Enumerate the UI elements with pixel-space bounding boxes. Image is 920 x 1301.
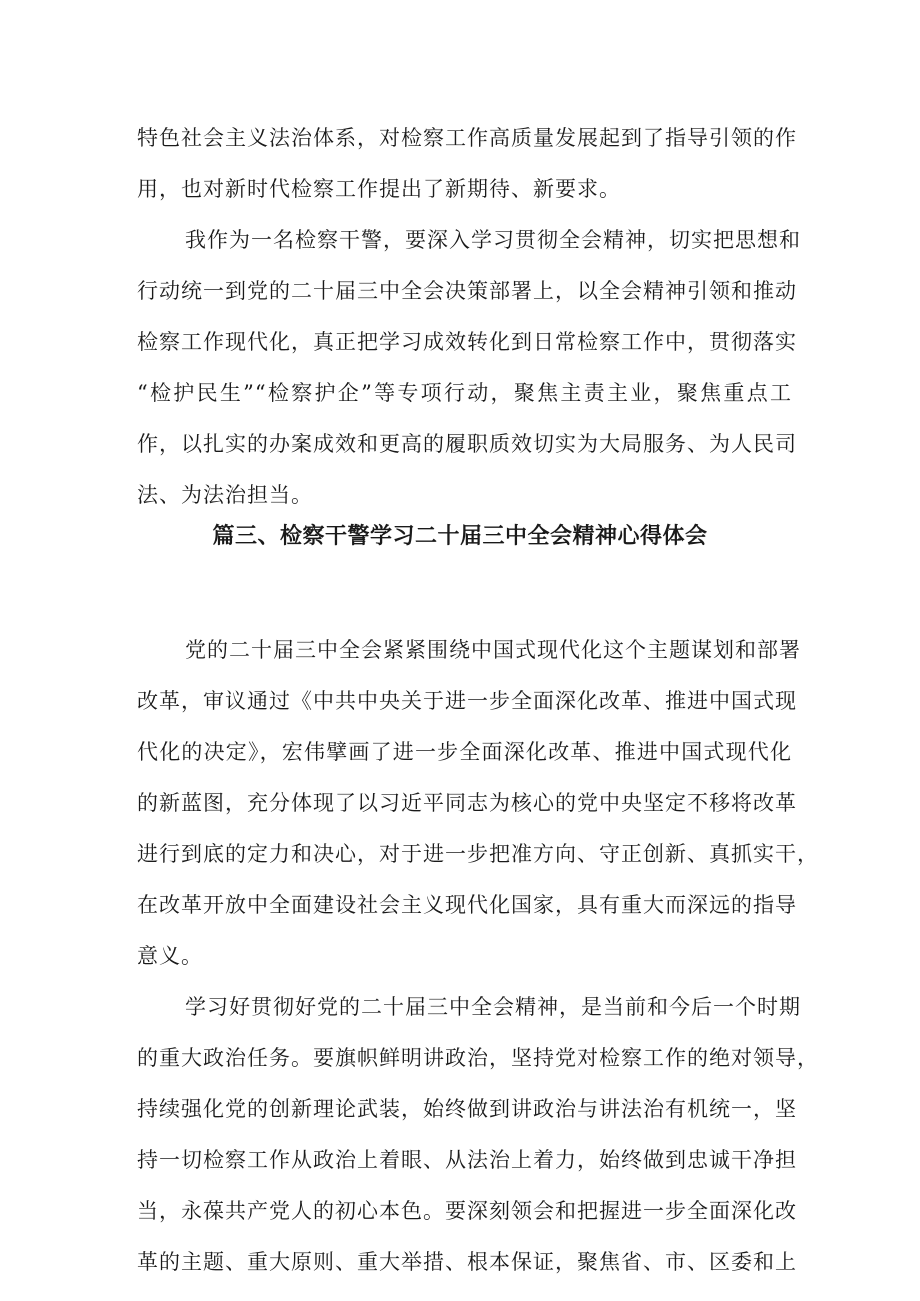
paragraph-3-line: 在改革开放中全面建设社会主义现代化国家，具有重大而深远的指导 <box>137 893 797 917</box>
paragraph-2-line: 检察工作现代化，真正把学习成效转化到日常检察工作中，贯彻落实 <box>137 330 797 354</box>
paragraph-2-line: “检护民生”“检察护企”等专项行动，聚焦主责主业，聚焦重点工 <box>137 381 792 405</box>
paragraph-3-line: 改革，审议通过《中共中央关于进一步全面深化改革、推进中国式现 <box>137 689 797 713</box>
paragraph-4-line: 革的主题、重大原则、重大举措、根本保证，聚焦省、市、区委和上 <box>137 1250 797 1274</box>
paragraph-4-line: 学习好贯彻好党的二十届三中全会精神，是当前和今后一个时期 <box>185 995 801 1019</box>
paragraph-3-line: 的新蓝图，充分体现了以习近平同志为核心的党中央坚定不移将改革 <box>137 791 797 815</box>
paragraph-3-line: 进行到底的定力和决心，对于进一步把准方向、守正创新、真抓实干， <box>137 842 819 866</box>
paragraph-4-line: 持一切检察工作从政治上着眼、从法治上着力，始终做到忠诚干净担 <box>137 1148 797 1172</box>
paragraph-4-line: 持续强化党的创新理论武装，始终做到讲政治与讲法治有机统一，坚 <box>137 1097 797 1121</box>
paragraph-2-line: 法、为法治担当。 <box>137 483 313 507</box>
paragraph-3-line: 意义。 <box>137 944 203 968</box>
paragraph-2-line: 作，以扎实的办案成效和更高的履职质效切实为大局服务、为人民司 <box>137 432 797 456</box>
paragraph-2-line: 我作为一名检察干警，要深入学习贯彻全会精神，切实把思想和 <box>185 228 801 252</box>
paragraph-4-line: 的重大政治任务。要旗帜鲜明讲政治，坚持党对检察工作的绝对领导， <box>137 1046 819 1070</box>
paragraph-3-line: 党的二十届三中全会紧紧围绕中国式现代化这个主题谋划和部署 <box>185 638 801 662</box>
paragraph-continuation-line: 特色社会主义法治体系，对检察工作高质量发展起到了指导引领的作 <box>137 126 797 150</box>
paragraph-2-line: 行动统一到党的二十届三中全会决策部署上，以全会精神引领和推动 <box>137 279 797 303</box>
text-block-upper <box>137 113 801 521</box>
paragraph-continuation-line: 用，也对新时代检察工作提出了新期待、新要求。 <box>137 177 621 201</box>
section-heading: 篇三、检察干警学习二十届三中全会精神心得体会 <box>212 524 708 549</box>
paragraph-3-line: 代化的决定》，宏伟擘画了进一步全面深化改革、推进中国式现代化 <box>137 740 792 764</box>
text-block-lower <box>137 625 819 1288</box>
paragraph-4-line: 当，永葆共产党人的初心本色。要深刻领会和把握进一步全面深化改 <box>137 1199 797 1223</box>
